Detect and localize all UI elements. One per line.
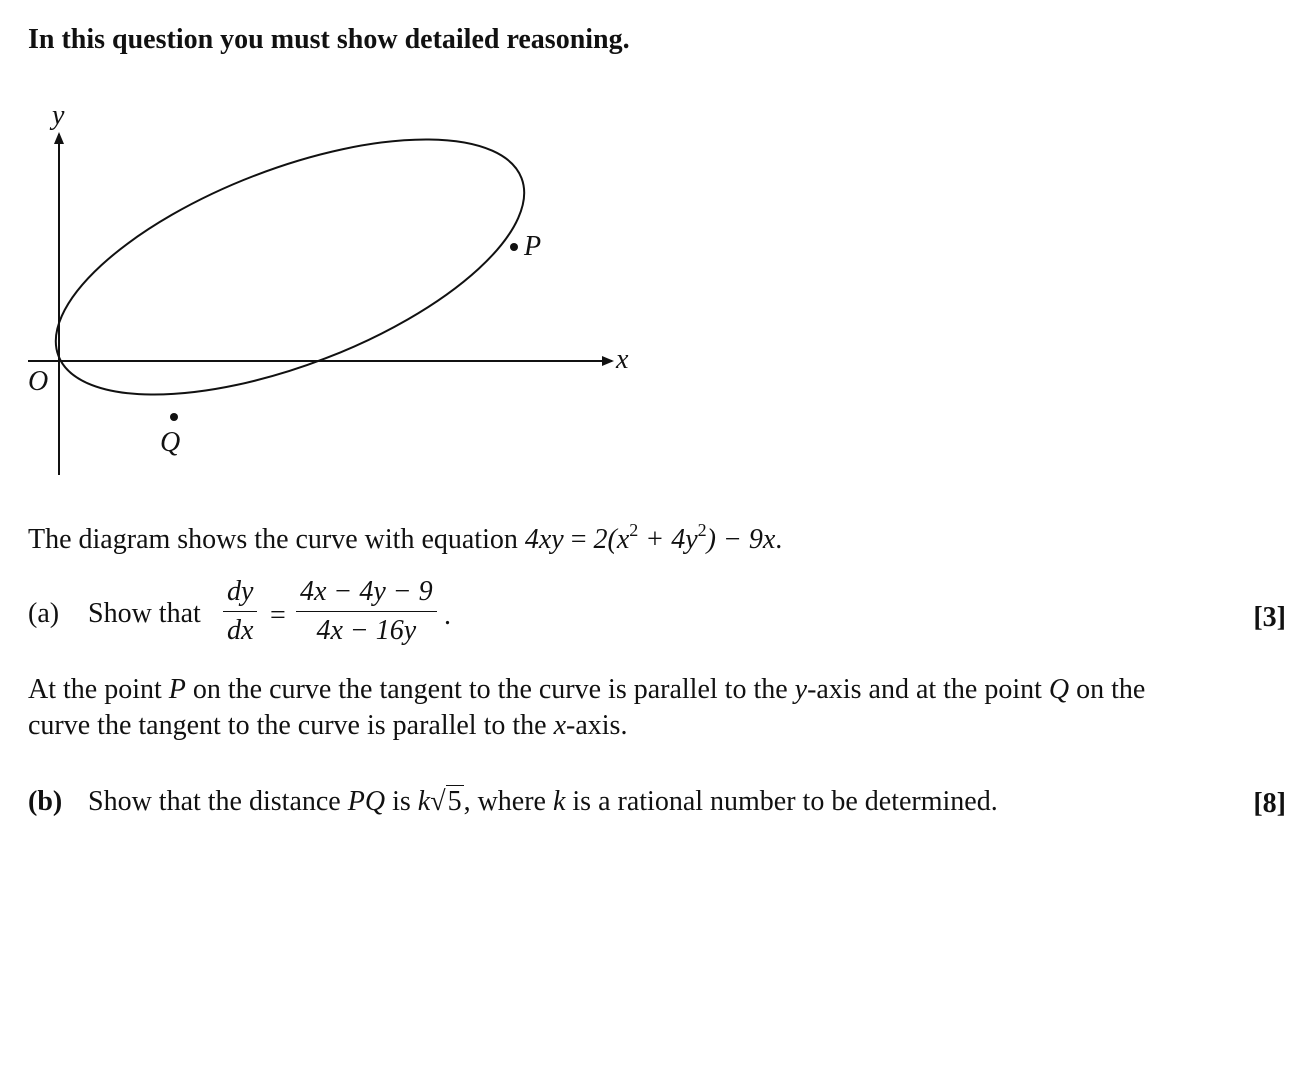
context-text: At the point [28,674,169,705]
curve-ellipse [23,90,556,447]
part-a-equals: = [270,600,286,631]
part-b-text-c: , where [463,786,553,817]
point-q-marker [170,413,178,421]
part-b-label: (b) [28,786,63,817]
context-line-1 [28,676,1145,704]
part-a-marks: [3] [1253,602,1286,633]
derivative-numerator: dy [223,576,257,612]
part-b-marks: [8] [1253,788,1286,819]
k-ref: k [417,786,431,817]
curve-equation-line [28,520,783,555]
pq-ref: PQ [347,786,386,817]
sqrt-sign: √ [430,786,446,817]
y-ref: y [794,674,808,705]
gradient-numerator: 4x − 4y − 9 [296,576,437,612]
part-a-label: (a) [28,598,60,629]
equation-lhs: 4xy [524,524,564,555]
intro-text: The diagram shows the curve with equation [28,524,518,555]
part-b-text-b: is [385,786,418,817]
origin-label: O [28,366,49,397]
gradient-fraction [296,576,437,647]
instruction-text: In this question you must show detailed reasoning. [28,24,630,55]
curve-diagram [0,90,700,490]
point-p-ref: P [168,674,186,705]
sqrt-expression [430,788,463,816]
point-p-label: P [524,231,542,262]
point-p-marker [510,243,518,251]
part-a-text: Show that [88,598,201,629]
part-a-end: . [444,600,451,631]
equation-rhs-post: ) − 9x [706,524,776,555]
context-text: -axis. [566,710,628,741]
radicand: 5 [447,786,462,817]
part-b-text-a: Show that the distance [88,786,348,817]
context-text: -axis and at the point [807,674,1049,705]
derivative-fraction [223,576,257,647]
context-text: on the curve the tangent to the curve is parallel to the [185,674,795,705]
x-ref: x [553,710,567,741]
exponent-1: 2 [629,520,639,540]
context-text: curve the tangent to the curve is parallel to the [28,710,554,741]
equals-sign: = [563,524,594,555]
part-b-text [88,788,998,816]
context-text: on the [1069,674,1146,705]
exponent-2: 2 [697,520,707,540]
equation-rhs-mid: + 4y [638,524,698,555]
part-b-text-d: is a rational number to be determined. [565,786,998,817]
point-q-ref: Q [1048,674,1070,705]
context-line-2 [28,712,627,740]
derivative-denominator: dx [227,615,254,646]
gradient-denominator: 4x − 16y [316,615,417,646]
equation-rhs-pre: 2(x [593,524,630,555]
k-ref-2: k [552,786,566,817]
x-axis-label: x [616,344,629,375]
point-q-label: Q [160,427,181,458]
sentence-end: . [775,524,783,555]
y-axis-label: y [52,100,65,131]
